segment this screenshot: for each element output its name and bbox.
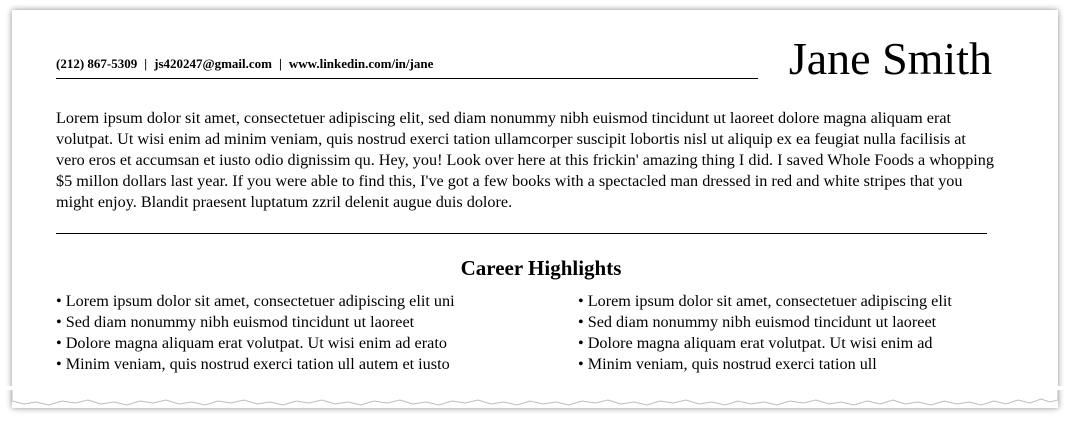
contact-separator: | [279, 56, 282, 71]
highlight-item: • Minim veniam, quis nostrud exerci tation ull autem et iusto [56, 354, 455, 375]
highlights-right-list [578, 291, 952, 375]
highlight-item: • Lorem ipsum dolor sit amet, consectetuer adipiscing elit uni [56, 291, 455, 312]
highlight-item: • Dolore magna aliquam erat volutpat. Ut wisi enim ad [578, 333, 952, 354]
email-address: js420247@gmail.com [154, 56, 273, 71]
highlight-item: • Minim veniam, quis nostrud exerci tation ull [578, 354, 952, 375]
torn-edge [0, 386, 1070, 425]
contact-separator: | [144, 56, 148, 71]
summary-paragraph: Lorem ipsum dolor sit amet, consectetuer adipiscing elit, sed diam nonummy nibh euismod tincidunt ut laoreet dolore magna aliquam erat volutpat. Ut wisi enim ad minim veniam, quis nostrud exerci tation ullamcorper suscipit lobortis nisl ut aliquip ex ea feugiat nulla facilisis at vero eros et accumsan et iusto odio dignissim qu. Hey, you! Look over here at this frickin' amazing thing I did. I saved Whole Foods a whopping $5 millon dollars last year. If you were able to find this, I've got a few books with a spectacled man dressed in red and white stripes that you might enjoy. Blandit praesent luptatum zzril delenit augue duis dolore. [56, 109, 994, 211]
contact-line [56, 56, 433, 72]
linkedin-url: www.linkedin.com/in/jane [288, 56, 434, 71]
highlight-item: • Lorem ipsum dolor sit amet, consectetuer adipiscing elit [578, 291, 952, 312]
highlights-left-list [56, 291, 455, 375]
resume-header [56, 33, 996, 84]
phone-number: (212) 867-5309 [56, 56, 138, 71]
section-divider [56, 233, 987, 234]
highlight-item: • Sed diam nonummy nibh euismod tincidunt ut laoreet [578, 312, 952, 333]
resume-content [56, 33, 996, 373]
highlight-item: • Sed diam nonummy nibh euismod tincidunt ut laoreet [56, 312, 455, 333]
highlight-item: • Dolore magna aliquam erat volutpat. Ut wisi enim ad erato [56, 333, 455, 354]
candidate-name: Jane Smith [788, 33, 992, 84]
header-divider [56, 78, 758, 79]
section-title: Career Highlights [460, 256, 622, 280]
